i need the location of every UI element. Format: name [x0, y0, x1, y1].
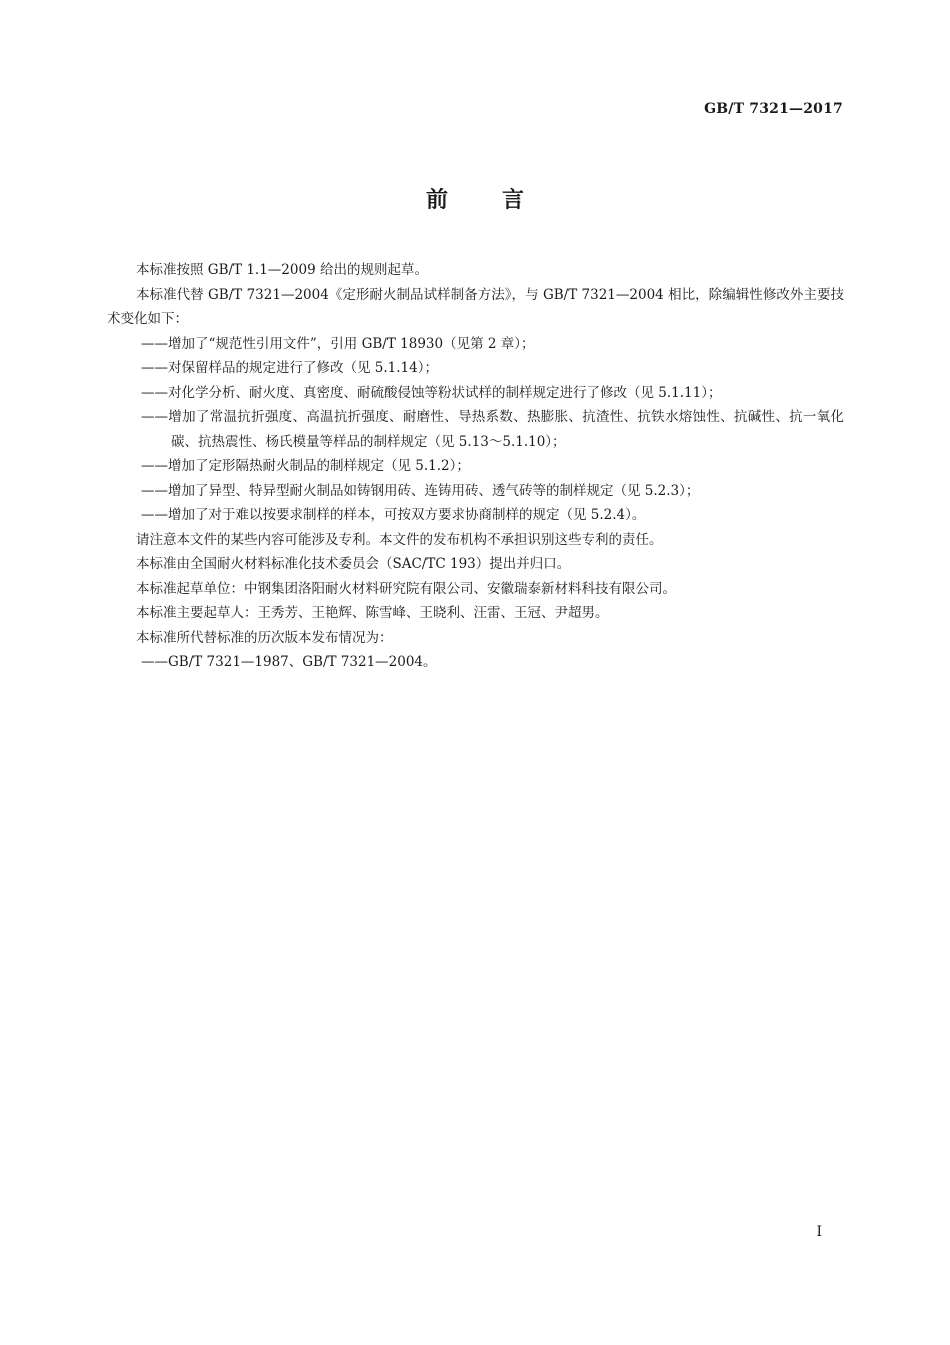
paragraph-replacement: 本标准代替 GB/T 7321—2004《定形耐火制品试样制备方法》，与 GB/T 7321—2004 相比，除编辑性修改外主要技术变化如下： [107, 286, 844, 327]
changes-list [107, 332, 844, 528]
page-number: I [816, 1224, 822, 1240]
history-list [107, 650, 844, 675]
paragraph-drafting-units: 本标准起草单位：中钢集团洛阳耐火材料研究院有限公司、安徽瑞泰新材料科技有限公司。 [136, 580, 676, 597]
standard-number: GB/T 7321—2017 [704, 101, 843, 117]
list-item: ——对保留样品的规定进行了修改（见 5.1.14）； [141, 360, 438, 376]
list-item: ——对化学分析、耐火度、真密度、耐硫酸侵蚀等粉状试样的制样规定进行了修改（见 5.1.11）； [141, 384, 722, 401]
list-item: ——增加了对于难以按要求制样的样本，可按双方要求协商制样的规定（见 5.2.4）。 [141, 507, 646, 523]
paragraph-proposer: 本标准由全国耐火材料标准化技术委员会（SAC/TC 193）提出并归口。 [136, 556, 571, 572]
paragraph-drafters: 本标准主要起草人：王秀芳、王艳辉、陈雪峰、王晓利、汪雷、王冠、尹超男。 [136, 605, 609, 621]
page-title: 前言 [425, 188, 578, 213]
paragraph-patent-notice: 请注意本文件的某些内容可能涉及专利。本文件的发布机构不承担识别这些专利的责任。 [136, 531, 663, 548]
document-body [107, 258, 844, 675]
paragraph-history-intro: 本标准所代替标准的历次版本发布情况为： [136, 629, 393, 646]
list-item: ——增加了常温抗折强度、高温抗折强度、耐磨性、导热系数、热膨胀、抗渣性、抗铁水熔蚀性、抗碱性、抗一氧化碳、抗热震性、杨氏模量等样品的制样规定（见 5.13～5.1.10）； [141, 409, 844, 450]
list-item: ——增加了“规范性引用文件”，引用 GB/T 18930（见第 2 章）； [141, 335, 535, 352]
list-item: ——增加了定形隔热耐火制品的制样规定（见 5.1.2）； [141, 458, 470, 474]
paragraph-drafting-rules: 本标准按照 GB/T 1.1—2009 给出的规则起草。 [136, 262, 428, 278]
list-item: ——GB/T 7321—1987、GB/T 7321—2004。 [141, 654, 437, 670]
list-item: ——增加了异型、特异型耐火制品如铸钢用砖、连铸用砖、透气砖等的制样规定（见 5.2.3）； [141, 482, 700, 499]
